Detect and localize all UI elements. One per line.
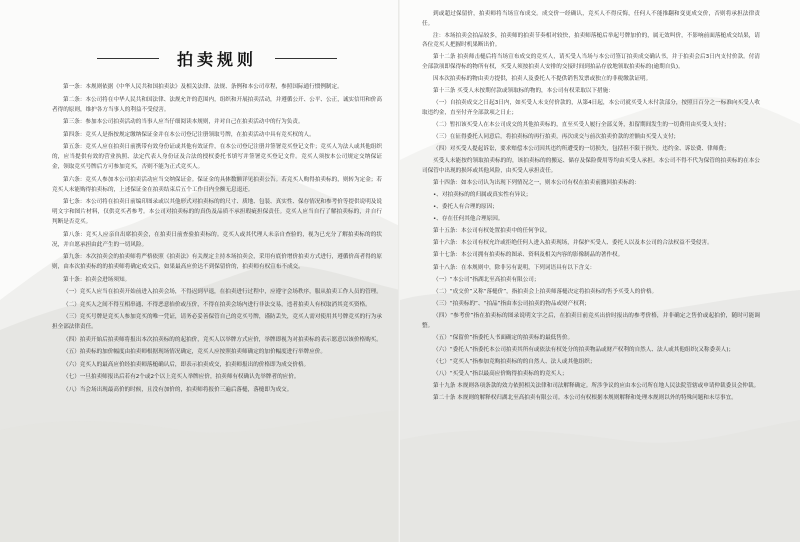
right-body-text bbox=[422, 10, 760, 404]
rule-paragraph: 注：本场拍卖会拍品较多，拍卖师的拍卖节奏相对较快，拍卖师落槌后举起号牌加价的，属无效叫价，不影响前面落槌成交结果，请各位竞买人把握时机果断出价。 bbox=[422, 32, 760, 49]
rule-paragraph: •、存在任何其他合理原因。 bbox=[433, 216, 504, 223]
rule-paragraph: （七）一旦拍卖师报出后若有2个或2个以上竞买人举牌应价，拍卖师有权确认先举牌者的应价。 bbox=[63, 374, 300, 380]
rule-paragraph: （三）“拍卖标的”、“拍品”指由本公司拍卖的物品或财产权利； bbox=[433, 300, 591, 307]
rule-paragraph: 第三条：参加本公司拍卖活动的当事人应当仔细阅读本规则，并对自己在拍卖活动中的行为负责。 bbox=[63, 119, 304, 125]
rule-paragraph: （二）竞买人之间不得互相串通、不得恶意抬价或压价，不得在拍卖会场内进行非法交易，违者拍卖人有权取消其竞买资格。 bbox=[63, 301, 371, 308]
rule-paragraph: （一）自拍卖成交之日起3日内，如买受人未支付价款的，从第4日起，本公司就买受人未付款部分，按照日百分之一标准向买受人收取违约金，直至付齐全部款项之日止； bbox=[422, 100, 760, 116]
title-row bbox=[52, 48, 382, 68]
title-right-rule bbox=[275, 58, 337, 59]
rule-paragraph: （五）拍卖标的加价幅度由拍卖师根据现场情况确定，竞买人应按照拍卖师确定的加价幅度进行举牌应价。 bbox=[63, 349, 326, 355]
rule-paragraph: •、对拍卖标的的归属或真实性有异议； bbox=[433, 192, 532, 198]
rule-paragraph: 第五条：竞买人应在拍卖日前携带有效身份证或其他有效证件，在本公司登记注册并签署竞买登记文件；竞买人为法人或其他组织的，应当提供有效的营业执照、法定代表人身份证及合法的授权委托书填写并签署竞买登记文件。竞买人须按本公司规定交纳保证金，领取竞买号牌后方可参加竞买，否则不能为正式竞买人。 bbox=[52, 144, 382, 170]
rule-paragraph: 第十七条：本公司拥有拍卖标的图录、资料及相关内容的影像制品的著作权。 bbox=[433, 252, 624, 259]
rule-paragraph: （六）竞买人的最高应价经拍卖师落槌确认后，即表示拍卖成交，拍卖师报出的价格即为成交价格。 bbox=[63, 361, 310, 368]
rule-paragraph: 第十八条：在本规则中，除非另有说明，下列词语具有以下含义： bbox=[433, 264, 596, 271]
rule-paragraph: 第二十条 本规则的解释权归湖北至高拍卖有限公司。本公司有权根据本规则解释和处理本规则以外的特殊问题和未尽事宜。 bbox=[433, 395, 737, 402]
rule-paragraph: 因本次拍卖标的物由卖方提供，拍卖人及委托人不提供销售发票或独立的非税缴款证明。 bbox=[433, 76, 652, 83]
rule-paragraph: （六）“委托人”指委托本公司拍卖其所有或依法有权处分的拍卖物品或财产权利的自然人、法人或其他组织(又称委卖人)； bbox=[433, 346, 735, 353]
rule-paragraph: （二）“成交价”又称“落槌价”，指拍卖会上拍卖师落槌决定将拍卖标的售予买受人的价格。 bbox=[433, 288, 658, 295]
rule-paragraph: （四）“参考价”指在拍卖标的图录说明文字之后，在拍卖日前竞买出价时报出的参考价格，并非确定之售价或起拍价，随时可能调整。 bbox=[422, 312, 760, 329]
rule-paragraph: （一）竞买人应当在拍卖开始前进入拍卖会场，不得迟到早退，在拍卖进行过程中，应遵守会场秩序，服从拍卖工作人员的管理。 bbox=[63, 289, 382, 295]
rule-paragraph: 第七条：本公司将在拍卖日前编印图录或以其他形式对拍卖标的的尺寸、质地、包装、真实性、保存情况和参考价等提供说明及说明文字和图片材料，仅供竞买者参考。本公司对拍卖标的的真伪及品质不承担瑕疵担保责任。竞买人应当自行了解拍卖标的，并自行判断是否竞买。 bbox=[52, 199, 382, 225]
rule-paragraph: （七）“竞买人”指参加竞购拍卖标的的自然人、法人或其他组织； bbox=[433, 358, 596, 365]
rule-paragraph: （三）竞买号牌是竞买人参加竞买的唯一凭证，请务必妥善保管自己的竞买号牌，谨防丢失，竞买人需对使用其号牌竞买的行为承担全部法律责任。 bbox=[52, 314, 382, 330]
rule-paragraph: （八）当会场出现最高价的时候，且没有加价的，拍卖师将报价三遍后落槌，落槌即为成交。 bbox=[63, 386, 293, 393]
rule-paragraph: 第九条：本次拍卖会的拍卖师将严格依照《拍卖法》有关规定主持本场拍卖会，采用有底价增价拍卖方式进行，遵循价高者得的原则，由本次拍卖标的的拍卖师将确定成交后，如果最高应价达不到保留价的，拍卖师有权宣布不成交。 bbox=[52, 254, 382, 270]
rule-paragraph: （一）“本公司”指湖北至高拍卖有限公司； bbox=[433, 276, 540, 283]
rule-paragraph: 第四条：竞买人是指按规定缴纳保证金并在本公司登记注册领取号牌，在拍卖活动中具有竞买权的人。 bbox=[63, 131, 315, 138]
rule-paragraph: 买受人未能按约领取拍卖标的的，该拍卖标的的搬运、储存及保险费用等均由买受人承担。本公司不得不代为保管的拍卖标的在本公司保管中出现的损坏或其他风险，由买受人承担责任。 bbox=[422, 158, 760, 174]
title-left-rule bbox=[97, 58, 159, 59]
left-body-text bbox=[52, 82, 382, 395]
rule-paragraph: 第十六条：本公司有权允许或拒绝任何人进入拍卖现场，并保护买受人、委托人以及本公司的合法权益不受侵害。 bbox=[433, 240, 713, 247]
rule-paragraph: •、委托人有合理的原因； bbox=[433, 204, 498, 211]
rule-paragraph: （三）在征得委托人同意后，将拍卖标的再行拍卖，再次成交与前次拍卖价款的差额由买受人支付； bbox=[433, 134, 680, 141]
rule-paragraph: 第六条：竞买人参加本公司拍卖活动应当交纳保证金。保证金的具体数额详见拍卖公告。若竞买人购得拍卖标的，则转为定金；若竞买人未能购得拍卖标的，上述保证金在拍卖结束后五个工作日内全额无息退还。 bbox=[52, 176, 382, 193]
rule-paragraph: 第十二条 拍卖师击槌后将当场宣布成交的竞买人，请买受人当场与本公司签订拍卖成交确认书，并于拍卖会后3日内支付价款。付清全部款项即保得标的物所有权，买受人须按拍卖人安排的交接时间到拍品存放地领取拍卖标的(逾期自负)。 bbox=[422, 54, 760, 70]
rule-paragraph: （二）暂扣该买受人在本公司成交的其他拍卖标的，直至买受人履行全部义务，扣留期间发生的一切费用由买受人支付； bbox=[433, 121, 730, 128]
page-title: 拍卖规则 bbox=[176, 49, 257, 69]
rule-paragraph: 第十条：拍卖会进场须知。 bbox=[63, 276, 131, 283]
rule-paragraph: 第十三条 买受人未按期付款或领取标的物的，本公司有权采取以下措施： bbox=[433, 88, 614, 95]
rule-paragraph: 第十九条 本规则各项条款的效力依照相关法律和司法解释确定。所涉争议的应由本公司所在地人民法院管辖或申请仲裁委员会仲裁。 bbox=[433, 383, 760, 389]
rule-paragraph: （四）对买受人提起诉讼，要求赔偿本公司因其违约所遭受的一切损失，包括但不限于损失、违约金、诉讼费、律师费； bbox=[433, 146, 730, 153]
rule-paragraph: 到或超过保留价，拍卖师将当场宣布成交。成交价一经确认，竞买人不得反悔，任何人不能推翻和变更成交价，否则将承担法律责任。 bbox=[422, 11, 760, 27]
rule-paragraph: （五）“保留价”指委托人书面确定的拍卖标的最低售价。 bbox=[433, 334, 574, 341]
rule-paragraph: 第二条：本公司将在中华人民共和国法律、法规允许的范围内，组织和开展拍卖活动，并遵循公开、公平、公正，诚实信用和价高者得的原则，维护各方当事人的利益不受侵害。 bbox=[52, 96, 382, 113]
right-page bbox=[400, 0, 800, 542]
rule-paragraph: 第八条：竞买人应亲自出席拍卖会，在拍卖日前查验拍卖标的。竞买人或其代理人未亲自查验的，视为已充分了解拍卖标的的状况，并自愿承担由此产生的一切风险。 bbox=[52, 231, 382, 248]
rule-paragraph: （八）“买受人”指以最高应价购得拍卖标的的竞买人； bbox=[433, 370, 568, 377]
rule-paragraph: （四）拍卖开始后拍卖师将报出本次拍卖标的的起拍价，竞买人以举牌方式应价，举牌即视为对拍卖标的表示愿意以该价格购买。 bbox=[63, 336, 382, 343]
rule-paragraph: 第一条：本规则依据《中华人民共和国拍卖法》及相关法律、法规、条例和本公司章程，参照国际通行惯例制定。 bbox=[63, 84, 343, 90]
rule-paragraph: 第十四条：如本公司认为出现下列情况之一，则本公司有权在拍卖前撤回拍卖标的： bbox=[433, 179, 640, 186]
rule-paragraph: 第十五条：本公司有权处置拍卖中的任何争议。 bbox=[433, 228, 551, 235]
